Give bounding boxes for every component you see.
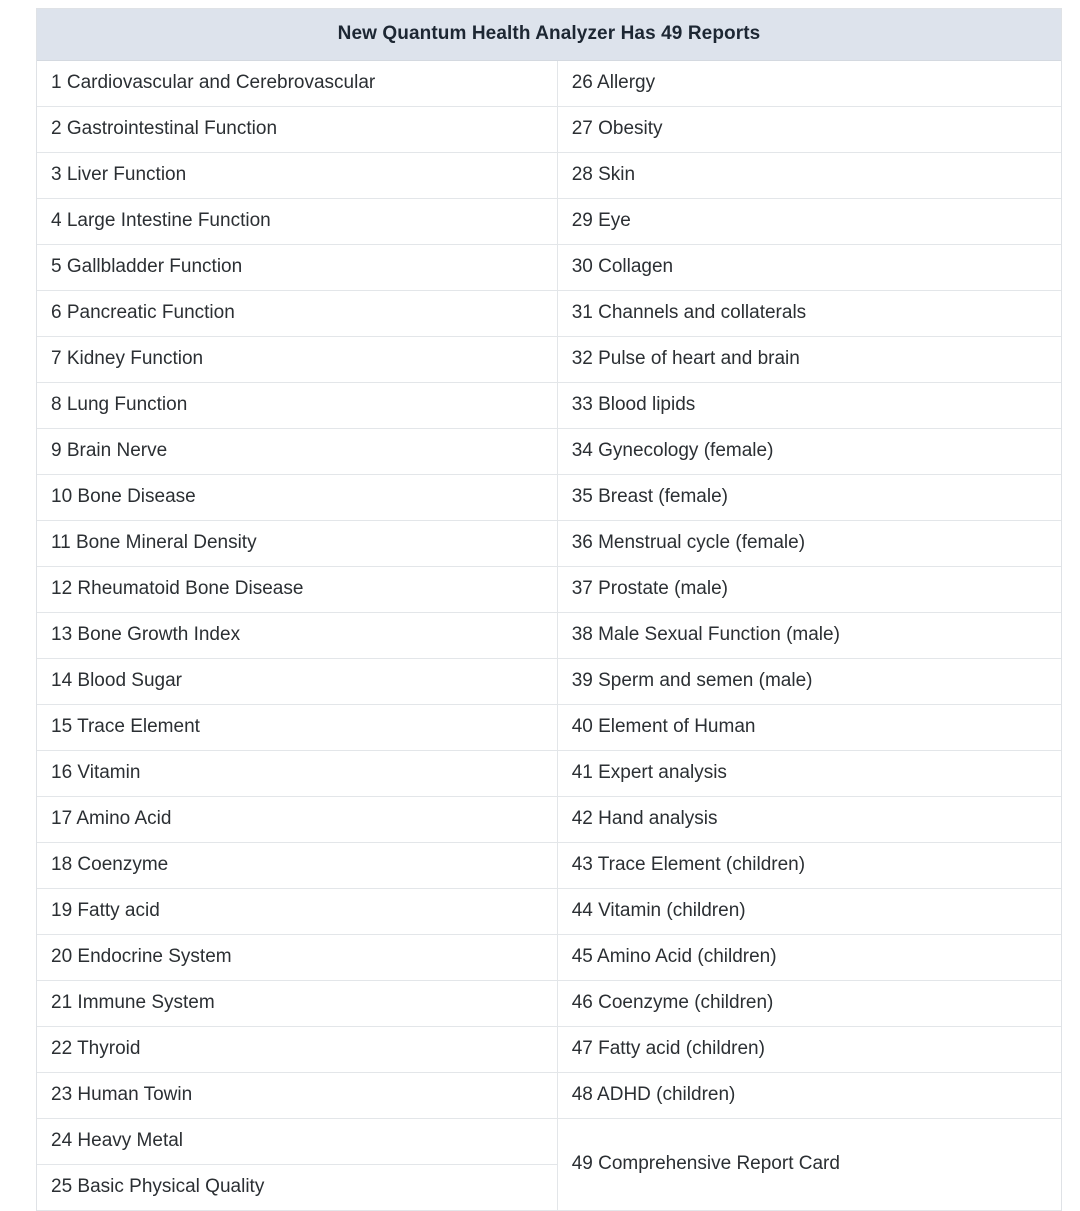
report-item-left: 5 Gallbladder Function bbox=[37, 245, 557, 291]
report-table bbox=[37, 9, 1061, 1211]
report-item-left: 2 Gastrointestinal Function bbox=[37, 107, 557, 153]
table-row bbox=[37, 1027, 1061, 1073]
table-row bbox=[37, 291, 1061, 337]
table-row bbox=[37, 981, 1061, 1027]
table-row bbox=[37, 383, 1061, 429]
table-row bbox=[37, 843, 1061, 889]
report-item-right: 41 Expert analysis bbox=[557, 751, 1061, 797]
page-title: New Quantum Health Analyzer Has 49 Reports bbox=[37, 9, 1061, 61]
report-item-right: 42 Hand analysis bbox=[557, 797, 1061, 843]
report-item-left: 14 Blood Sugar bbox=[37, 659, 557, 705]
report-item-left: 18 Coenzyme bbox=[37, 843, 557, 889]
table-row bbox=[37, 61, 1061, 107]
report-item-left: 8 Lung Function bbox=[37, 383, 557, 429]
table-row bbox=[37, 153, 1061, 199]
report-item-left: 16 Vitamin bbox=[37, 751, 557, 797]
report-item-right: 47 Fatty acid (children) bbox=[557, 1027, 1061, 1073]
report-item-left: 6 Pancreatic Function bbox=[37, 291, 557, 337]
table-row bbox=[37, 889, 1061, 935]
report-table-container bbox=[36, 8, 1062, 1211]
report-item-right: 30 Collagen bbox=[557, 245, 1061, 291]
report-item-right: 31 Channels and collaterals bbox=[557, 291, 1061, 337]
report-item-left: 25 Basic Physical Quality bbox=[37, 1165, 557, 1211]
table-row bbox=[37, 797, 1061, 843]
report-item-right: 39 Sperm and semen (male) bbox=[557, 659, 1061, 705]
table-row bbox=[37, 199, 1061, 245]
report-item-left: 11 Bone Mineral Density bbox=[37, 521, 557, 567]
report-item-left: 3 Liver Function bbox=[37, 153, 557, 199]
report-item-right: 48 ADHD (children) bbox=[557, 1073, 1061, 1119]
table-body bbox=[37, 61, 1061, 1211]
report-item-right: 26 Allergy bbox=[557, 61, 1061, 107]
report-item-left: 7 Kidney Function bbox=[37, 337, 557, 383]
report-item-left: 12 Rheumatoid Bone Disease bbox=[37, 567, 557, 613]
report-item-right: 49 Comprehensive Report Card bbox=[557, 1119, 1061, 1211]
report-item-left: 19 Fatty acid bbox=[37, 889, 557, 935]
table-row bbox=[37, 1073, 1061, 1119]
table-row bbox=[37, 613, 1061, 659]
table-row bbox=[37, 475, 1061, 521]
report-item-left: 23 Human Towin bbox=[37, 1073, 557, 1119]
report-item-right: 36 Menstrual cycle (female) bbox=[557, 521, 1061, 567]
table-header-row bbox=[37, 9, 1061, 61]
report-item-right: 27 Obesity bbox=[557, 107, 1061, 153]
report-item-right: 40 Element of Human bbox=[557, 705, 1061, 751]
report-item-right: 32 Pulse of heart and brain bbox=[557, 337, 1061, 383]
report-item-left: 24 Heavy Metal bbox=[37, 1119, 557, 1165]
report-item-right: 29 Eye bbox=[557, 199, 1061, 245]
report-item-left: 1 Cardiovascular and Cerebrovascular bbox=[37, 61, 557, 107]
table-row bbox=[37, 659, 1061, 705]
report-item-left: 13 Bone Growth Index bbox=[37, 613, 557, 659]
table-row bbox=[37, 245, 1061, 291]
report-item-right: 34 Gynecology (female) bbox=[557, 429, 1061, 475]
table-row bbox=[37, 337, 1061, 383]
report-item-left: 20 Endocrine System bbox=[37, 935, 557, 981]
report-item-left: 17 Amino Acid bbox=[37, 797, 557, 843]
report-item-left: 15 Trace Element bbox=[37, 705, 557, 751]
table-row bbox=[37, 1119, 1061, 1165]
table-row bbox=[37, 751, 1061, 797]
report-item-right: 33 Blood lipids bbox=[557, 383, 1061, 429]
report-item-left: 22 Thyroid bbox=[37, 1027, 557, 1073]
report-item-right: 28 Skin bbox=[557, 153, 1061, 199]
report-item-right: 35 Breast (female) bbox=[557, 475, 1061, 521]
table-row bbox=[37, 521, 1061, 567]
report-item-left: 4 Large Intestine Function bbox=[37, 199, 557, 245]
table-row bbox=[37, 567, 1061, 613]
report-item-right: 43 Trace Element (children) bbox=[557, 843, 1061, 889]
table-row bbox=[37, 935, 1061, 981]
report-item-right: 38 Male Sexual Function (male) bbox=[557, 613, 1061, 659]
table-row bbox=[37, 705, 1061, 751]
report-item-left: 9 Brain Nerve bbox=[37, 429, 557, 475]
report-item-right: 46 Coenzyme (children) bbox=[557, 981, 1061, 1027]
report-item-right: 44 Vitamin (children) bbox=[557, 889, 1061, 935]
report-item-right: 45 Amino Acid (children) bbox=[557, 935, 1061, 981]
table-row bbox=[37, 107, 1061, 153]
report-item-left: 21 Immune System bbox=[37, 981, 557, 1027]
table-row bbox=[37, 429, 1061, 475]
report-item-left: 10 Bone Disease bbox=[37, 475, 557, 521]
report-item-right: 37 Prostate (male) bbox=[557, 567, 1061, 613]
